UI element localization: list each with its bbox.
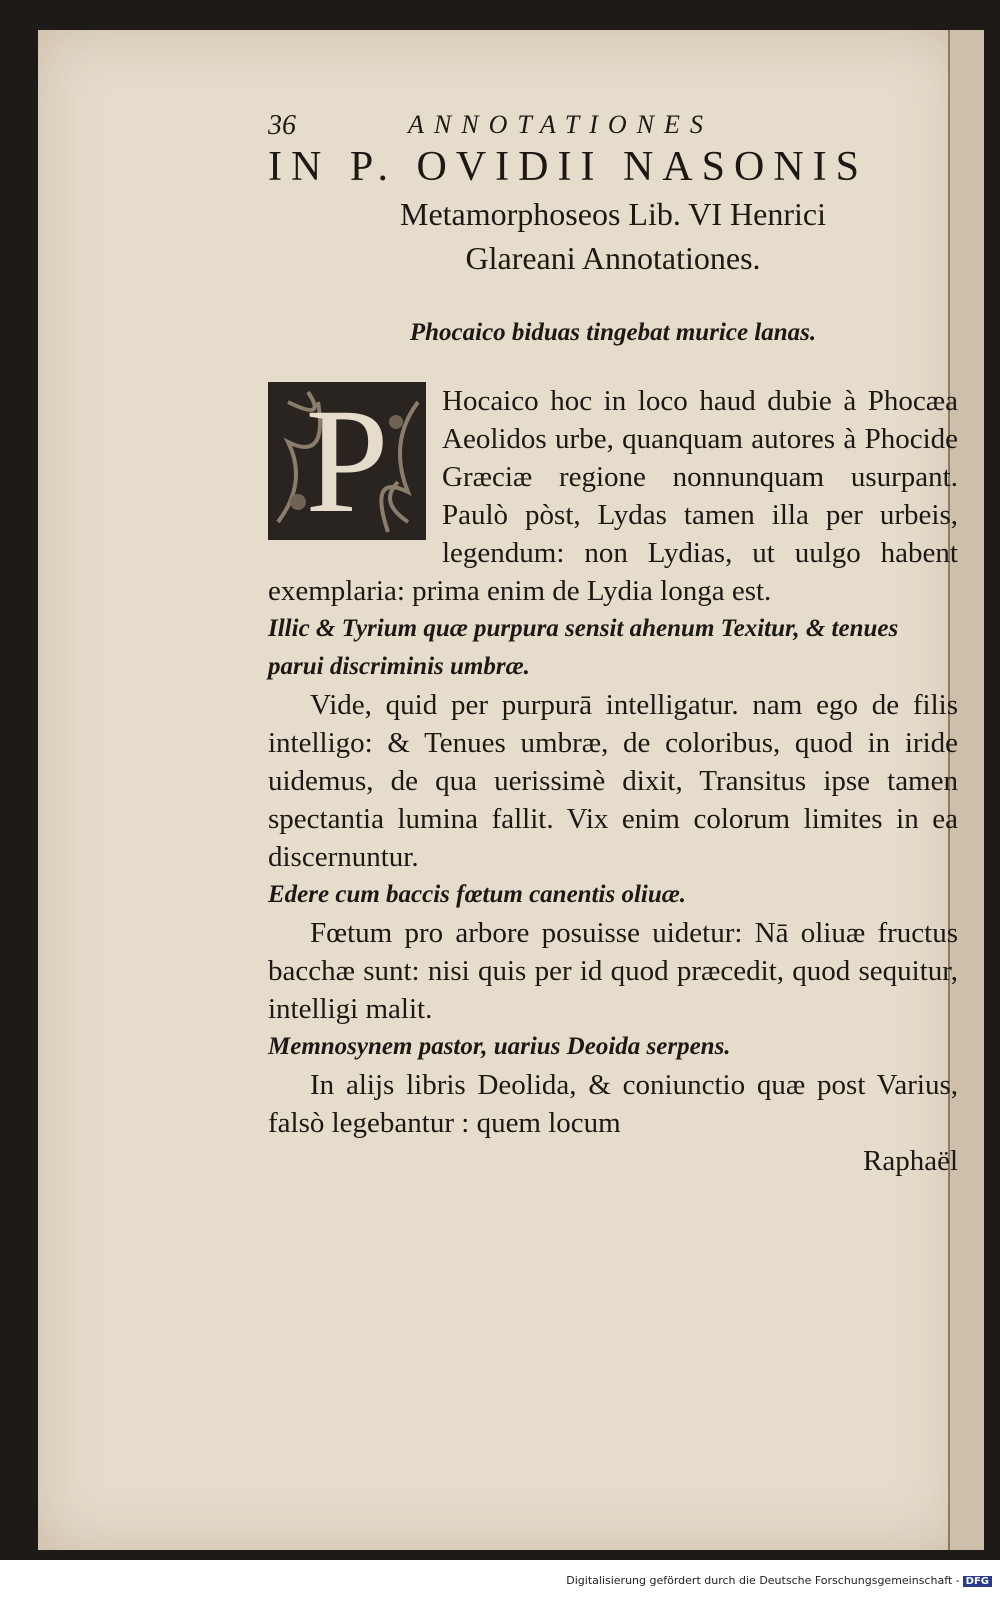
running-head: [268, 110, 958, 150]
lemma-memnosynem: Memnosynem pastor, uarius Deoida serpens.: [268, 1033, 731, 1060]
catchword: Raphaël: [862, 1145, 958, 1177]
commentary-paragraph-4: In alijs libris Deolida, & coniunctio quæ post Varius, falsò legebantur : quem locum: [268, 1069, 958, 1139]
commentary-paragraph-1: [268, 382, 958, 610]
lemma-illic: Illic & Tyrium quæ purpura sensit ahenum Texitur, & tenues parui discriminis umbræ.: [268, 615, 899, 680]
dfg-logo-icon: DFG: [963, 1576, 992, 1587]
paragraph-1-text: Hocaico hoc in loco haud dubie à Phocæa Aeolidos urbe, quanquam autores à Phocide Græciæ regione nonnunquam usurpant. Paulò pòst, Lydas tamen illa per urbeis, legendum: non Lydias, ut uulgo habent exemplaria: prima enim de Lydia longa est.: [268, 385, 958, 607]
page-number: 36: [268, 110, 296, 141]
dropcap-letter: P: [305, 382, 389, 540]
heading-title: IN P. OVIDII NASONIS: [268, 144, 868, 190]
decorated-initial: [268, 382, 426, 540]
commentary-paragraph-2: Vide, quid per purpurā intelligatur. nam ego de filis intelligo: & Tenues umbræ, de coloribus, quod in iride uidemus, de qua uerissimè dixit, Transitus ipse tamen spectantia lumina fallit. Vix enim colorum limites in ea discernuntur.: [268, 689, 958, 873]
heading-subtitle-1: Metamorphoseos Lib. VI Henrici: [400, 196, 826, 232]
text-block: [268, 110, 958, 1180]
digitization-credit: [0, 1574, 992, 1596]
lemma-phocaico: Phocaico biduas tingebat murice lanas.: [409, 319, 817, 346]
commentary-paragraph-3: Fœtum pro arbore posuisse uidetur: Nā oliuæ fructus bacchæ sunt: nisi quis per id quod præcedit, quod sequitur, intelligi malit.: [268, 917, 958, 1025]
credit-text: Digitalisierung gefördert durch die Deutsche Forschungsgemeinschaft -: [566, 1574, 960, 1587]
lemma-edere: Edere cum baccis fœtum canentis oliuæ.: [268, 881, 687, 908]
running-title: ANNOTATIONES: [408, 110, 713, 139]
heading-subtitle-2: Glareani Annotationes.: [465, 240, 761, 276]
